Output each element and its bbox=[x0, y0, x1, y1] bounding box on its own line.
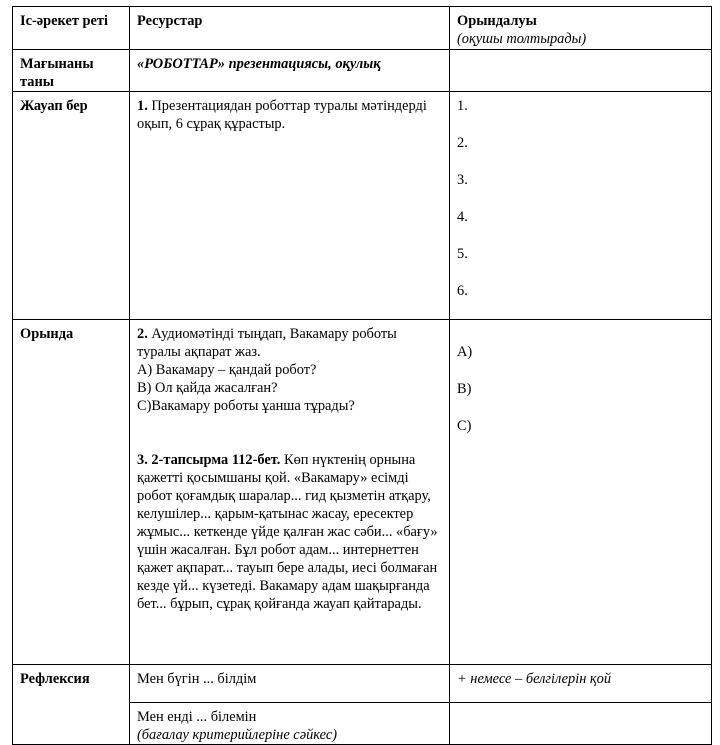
reflection-line2-cell bbox=[130, 703, 450, 745]
understand-stage: Мағынаны таны bbox=[20, 56, 94, 90]
perform-stage: Орында bbox=[20, 326, 74, 342]
header-stage-label: Іс-әрекет реті bbox=[20, 13, 109, 29]
header-stage bbox=[13, 7, 130, 50]
perform-resource-cell bbox=[130, 320, 450, 665]
spacer bbox=[457, 325, 704, 343]
perform-completion-cell[interactable] bbox=[450, 320, 712, 665]
answer-completion-cell[interactable] bbox=[450, 92, 712, 320]
header-completion-note: (оқушы толтырады) bbox=[457, 31, 587, 47]
answer-slot[interactable]: 3. bbox=[457, 172, 468, 188]
task2-question: В) Ол қайда жасалған? bbox=[137, 380, 278, 396]
understand-resource: «РОБОТТАР» презентациясы, оқулық bbox=[137, 56, 381, 72]
spacer bbox=[137, 415, 442, 451]
answer-stage-cell bbox=[13, 92, 130, 320]
row-perform bbox=[13, 320, 712, 665]
row-answer bbox=[13, 92, 712, 320]
answer-slot[interactable]: 4. bbox=[457, 209, 468, 225]
task2-block bbox=[137, 325, 442, 361]
task3-heading: 3. 2-тапсырма 112-бет. bbox=[137, 452, 281, 468]
answer-slot[interactable]: 2. bbox=[457, 135, 468, 151]
reflection-line1: Мен бүгін ... білдім bbox=[137, 671, 257, 687]
row-understand bbox=[13, 50, 712, 92]
task3-text: Көп нүктенің орнына қажетті қосымшаны қой. «Вакамару» есімді робот қоғамдық шаралар... гид қызметін атқару, келушілер... қарым-қатынас жасау, ересектер жұмыс... кеткенде үйде қалған жас сәби... «бағу» үшін жасалған. Бұл робот адам... интернеттен қажет ақпарат... тауып бере алады, иесі болмаған кезде үй... күзетеді. Вакамару адам шақырғанда бет... бұрып, сұрақ қойғанда жауап қайтарады. bbox=[137, 452, 438, 612]
perform-stage-cell bbox=[13, 320, 130, 665]
answer-slot[interactable]: 5. bbox=[457, 246, 468, 262]
reflection-line2: Мен енді ... білемін bbox=[137, 709, 257, 725]
answer-slot[interactable]: 6. bbox=[457, 283, 468, 299]
task2-question: А) Вакамару – қандай робот? bbox=[137, 362, 317, 378]
task2-number: 2. bbox=[137, 326, 148, 342]
reflection-line2-note: (бағалау критерийлеріне сәйкес) bbox=[137, 727, 338, 743]
answer-slot[interactable]: 1. bbox=[457, 98, 468, 114]
task3-block bbox=[137, 451, 442, 613]
header-resources bbox=[130, 7, 450, 50]
header-resources-label: Ресурстар bbox=[137, 13, 203, 29]
reflection-line1-cell bbox=[130, 665, 450, 703]
task2-question: С)Вакамару роботы ұанша тұрады? bbox=[137, 398, 355, 414]
reflection-instruction-cell[interactable] bbox=[450, 665, 712, 703]
header-row bbox=[13, 7, 712, 50]
task2-text: Аудиомәтінді тыңдап, Вакамару роботы туралы ақпарат жаз. bbox=[137, 326, 397, 360]
header-completion-label: Орындалуы bbox=[457, 13, 537, 29]
task1-number: 1. bbox=[137, 98, 148, 114]
reflection-instruction: + немесе – белгілерін қой bbox=[457, 671, 612, 687]
understand-resource-cell bbox=[130, 50, 450, 92]
understand-stage-cell bbox=[13, 50, 130, 92]
lesson-table bbox=[12, 6, 712, 745]
reflection-stage: Рефлексия bbox=[20, 671, 90, 687]
perform-answer-slot[interactable]: В) bbox=[457, 381, 472, 397]
header-completion bbox=[450, 7, 712, 50]
task1-text: Презентациядан роботтар туралы мәтіндерді оқып, 6 сұрақ құрастыр. bbox=[137, 98, 427, 132]
answer-stage: Жауап бер bbox=[20, 98, 88, 114]
understand-completion-cell[interactable] bbox=[450, 50, 712, 92]
answer-resource-cell bbox=[130, 92, 450, 320]
perform-answer-slot[interactable]: А) bbox=[457, 344, 473, 360]
reflection-line2-completion-cell[interactable] bbox=[450, 703, 712, 745]
perform-answer-slot[interactable]: С) bbox=[457, 418, 472, 434]
reflection-stage-cell bbox=[13, 665, 130, 745]
row-reflection bbox=[13, 665, 712, 703]
